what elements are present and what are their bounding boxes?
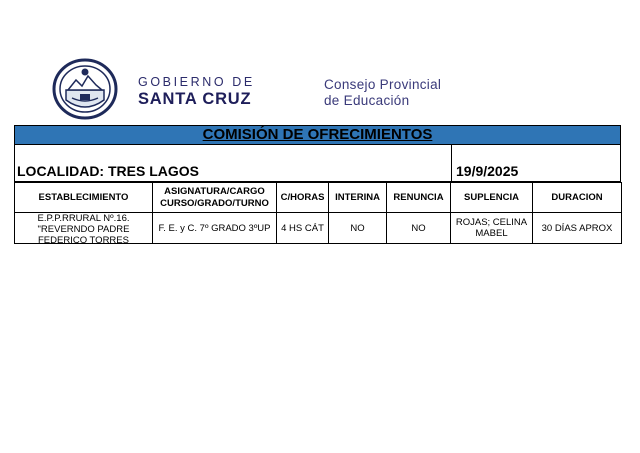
column-header: SUPLENCIA (451, 183, 533, 213)
column-header: DURACION (533, 183, 622, 213)
council-name (324, 78, 441, 107)
council-line2: de Educación (324, 92, 410, 108)
establecimiento-text: E.P.P.RRURAL Nº.16. "REVERNDO PADRE FEDERICO TORRES (37, 213, 130, 243)
document-title: COMISIÓN DE OFRECIMIENTOS (202, 126, 433, 143)
cell-asignatura: F. E. y C. 7º GRADO 3ºUP (153, 213, 277, 244)
provincial-seal-icon (52, 58, 118, 120)
cell-interina: NO (329, 213, 387, 244)
cell-renuncia: NO (387, 213, 451, 244)
column-header: ASIGNATURA/CARGO CURSO/GRADO/TURNO (153, 183, 277, 213)
column-header: RENUNCIA (387, 183, 451, 213)
document-title-bar (14, 125, 621, 145)
locality-row (14, 145, 621, 182)
column-header: C/HORAS (277, 183, 329, 213)
gov-line1: GOBIERNO DE (138, 75, 255, 89)
column-header: ESTABLECIMIENTO (15, 183, 153, 213)
offers-table (14, 182, 622, 244)
table-row (15, 213, 622, 244)
document-date: 19/9/2025 (456, 163, 519, 179)
cell-duracion: 30 DÍAS APROX (533, 213, 622, 244)
cell-horas: 4 HS CÁT (277, 213, 329, 244)
offers-document (14, 125, 621, 244)
letterhead (52, 58, 492, 120)
column-header: INTERINA (329, 183, 387, 213)
locality-label: LOCALIDAD: TRES LAGOS (15, 145, 452, 181)
cell-suplencia: ROJAS; CELINA MABEL (451, 213, 533, 244)
cell-establecimiento (15, 213, 153, 244)
council-line1: Consejo Provincial (324, 77, 442, 92)
table-header-row (15, 183, 622, 213)
gov-line2: SANTA CRUZ (138, 89, 252, 108)
government-name (138, 76, 255, 107)
